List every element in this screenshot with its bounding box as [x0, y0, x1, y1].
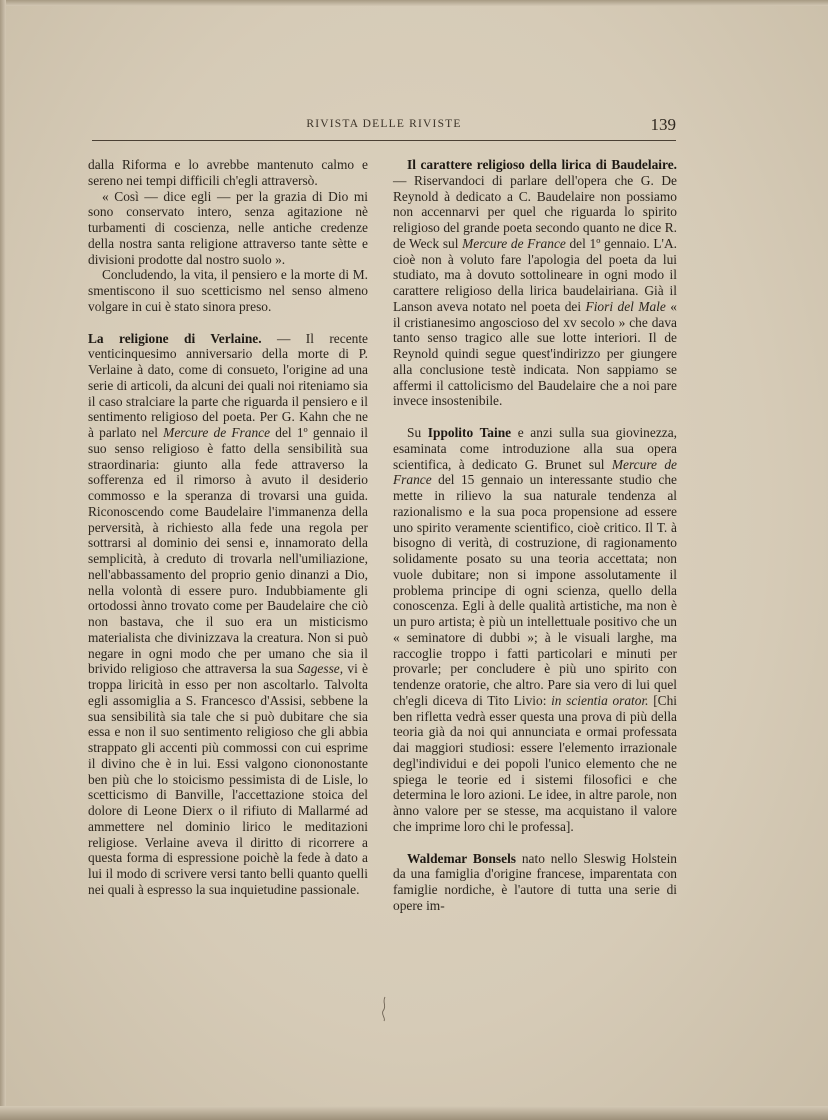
paragraph-bonsels — [393, 851, 677, 914]
right-column — [393, 157, 677, 914]
section-heading: Ippolito Taine — [427, 425, 512, 440]
paragraph-verlaine — [88, 331, 368, 898]
page-edge-bottom — [0, 1106, 828, 1120]
header-rule — [92, 140, 676, 141]
work-title: Sagesse, — [297, 661, 344, 677]
journal-title: Mercure de France — [462, 235, 566, 251]
paragraph: dalla Riforma e lo avrebbe mantenuto calmo e sereno nei tempi difficili ch'egli attraversò. — [88, 157, 368, 188]
text-run: e anzi sulla sua giovinezza, esaminata come introduzione alla sua opera scientifica, à dedicato G. Brunet sul — [393, 425, 678, 472]
journal-title: Mercure de France — [163, 425, 271, 440]
text-run: nato nello Sleswig Holstein da una famiglia d'origine francese, imparentata con famiglie nordiche, è l'autore di tutta una serie di opere im- — [393, 850, 677, 913]
journal-title: Mercure de France — [393, 456, 677, 488]
section-heading: La religione di Verlaine. — [88, 330, 262, 346]
text-run: [Chi ben rifletta vedrà esser questa una prova di più della teoria già da noi qui annunciata e ormai professata dai maggiori studiosi: essere l'elemento irrazionale degl'individui e dei popoli l'unico elemento che ne spiega le teorie ed i sistemi filosofici e che determina le loro azioni. Le idee, in altre parole, non ànno valore per se stesse, ma acquistano il valore che imprime loro chi le professa]. — [393, 692, 678, 834]
page-number: 139 — [650, 115, 676, 134]
text-run: del 15 gennaio un interessante studio che mette in rilievo la sua naturale tendenza al razionalismo e la sua poca propensione ad essere uno spirito veramente scientifico, cioè critico. Il T. à bisogno di verità, di costruzione, di ragionamento solidamente posato su una teoria accettata; non vuole dubitare; non si impone assolutamente il problema principe di ogni scienza, quello della conoscenza. Egli à delle qualità artistiche, ma non è un puro artista; è più un intellettuale positivo che un « seminatore di dubbi »; à le visuali larghe, ma raccoglie troppo i fatti particolari e minuti per provarle; per concludere è più uno spirito con tendenze oratorie, che altro. Pare sia vero di lui quel ch'egli diceva di Tito Livio: — [393, 472, 677, 708]
section-heading: Waldemar Bonsels — [407, 850, 517, 866]
text-run: « il cristianesimo angoscioso del xv secolo » che dava tanto senso tragico alle sue lotte interiori. Il de Reynold quindi segue quest'indirizzo per giungere alla conclusione testè indicata. Non sappiamo se affermi il cattolicismo del Baudelaire che a noi pare invece insostenibile. — [393, 298, 677, 409]
text-run: Su — [407, 425, 428, 440]
page-edge-top — [0, 0, 828, 6]
left-column — [88, 157, 368, 898]
text-run: — Riservandoci di parlare dell'opera che G. De Reynold à dedicato a C. Baudelaire non possiamo non accennarvi per quel che riguarda lo spirito religioso del grande poeta secondo quanto ne dice R. de Weck sul — [393, 172, 677, 251]
latin-quote: in scientia orator. — [551, 692, 649, 708]
text-run: vi è troppa liricità in esso per non ascoltarlo. Talvolta egli assomiglia a S. Francesco d'Assisi, sebbene la sua sensibilità sia tale che si può dubitare che sia essa e non il suo sentimento religioso che gli abbia strappato gli accenti più commossi con cui esprime il divino che è in lui. Essi valgono ciononostante ben più che lo stoicismo pessimista di de Lisle, lo scetticismo di Banville, l'accettazione stoica del dolore di Leone Dierx o il rifiuto di Mallarmé ad ammettere nel dominio lirico le meditazioni religiose. Verlaine aveva il diritto di ricorrere a questa forma di espressione poichè la fede à dato a lui il modo di scrivere versi tanto belli quanto quelli nei quali à espresso la sua inquietudine passionale. — [88, 661, 369, 897]
work-title: Fiori del Male — [585, 298, 666, 314]
text-run: — Il recente venticinquesimo anniversario della morte di P. Verlaine à dato, come di consueto, l'origine ad una serie di articoli, da alcuni dei quali noi riteniamo sia il caso stralciare la parte che riguarda il pensiero e il sentimento religioso del poeta. Per G. Kahn che ne à parlato nel — [88, 330, 368, 440]
paragraph: « Così — dice egli — per la grazia di Dio mi sono conservato intero, senza agitazione nè turbamenti di coscienza, nelle antiche credenze della nostra santa religione attraverso tante sètte e divisioni prodotte dal nostro suolo ». — [88, 188, 368, 267]
paragraph: Concludendo, la vita, il pensiero e la morte di M. smentiscono il suo scetticismo nel senso almeno volgare in cui è stato sinora preso. — [88, 267, 368, 314]
pencil-mark-icon — [380, 996, 388, 1022]
paragraph-baudelaire — [393, 157, 677, 409]
paragraph-taine — [393, 425, 677, 835]
text-run: del 1º gennaio il suo senso religioso è fatto della sensibilità sua straordinaria: giunto alla fede attraverso la sofferenza ed il rimorso à avuto il desiderio commosso e la speranza di trovarsi una guida. Riconoscendo come Baudelaire l'immanenza della perversità, à richiesto alla fede una regola per sottrarsi al dominio dei sensi e, innamorato della semplicità, à creduto di trovarla nell'umiliazione, nell'abbassamento del proprio genio dinanzi a Dio, nella volontà di essere puro. Indubbiamente gli ortodossi ànno trovato come per Baudelaire che ciò non bastava, che il suo era un misticismo materialista che divinizzava la creatura. Non si può negare in ogni modo che per umano che sia il brivido religioso che attraversa la sua — [88, 425, 368, 677]
running-head: RIVISTA DELLE RIVISTE — [306, 118, 462, 130]
page-header — [92, 116, 676, 140]
text-run: del 1º gennaio. L'A. cioè non à voluto fare l'apologia del poeta da lui studiato, ma à dovuto sottolineare in ogni modo il carattere religioso della lirica baudelairiana. Già il Lanson aveva notato nel poeta dei — [393, 235, 677, 314]
section-heading: Il carattere religioso della lirica di Baudelaire. — [407, 157, 677, 172]
page-edge-left — [0, 0, 6, 1120]
